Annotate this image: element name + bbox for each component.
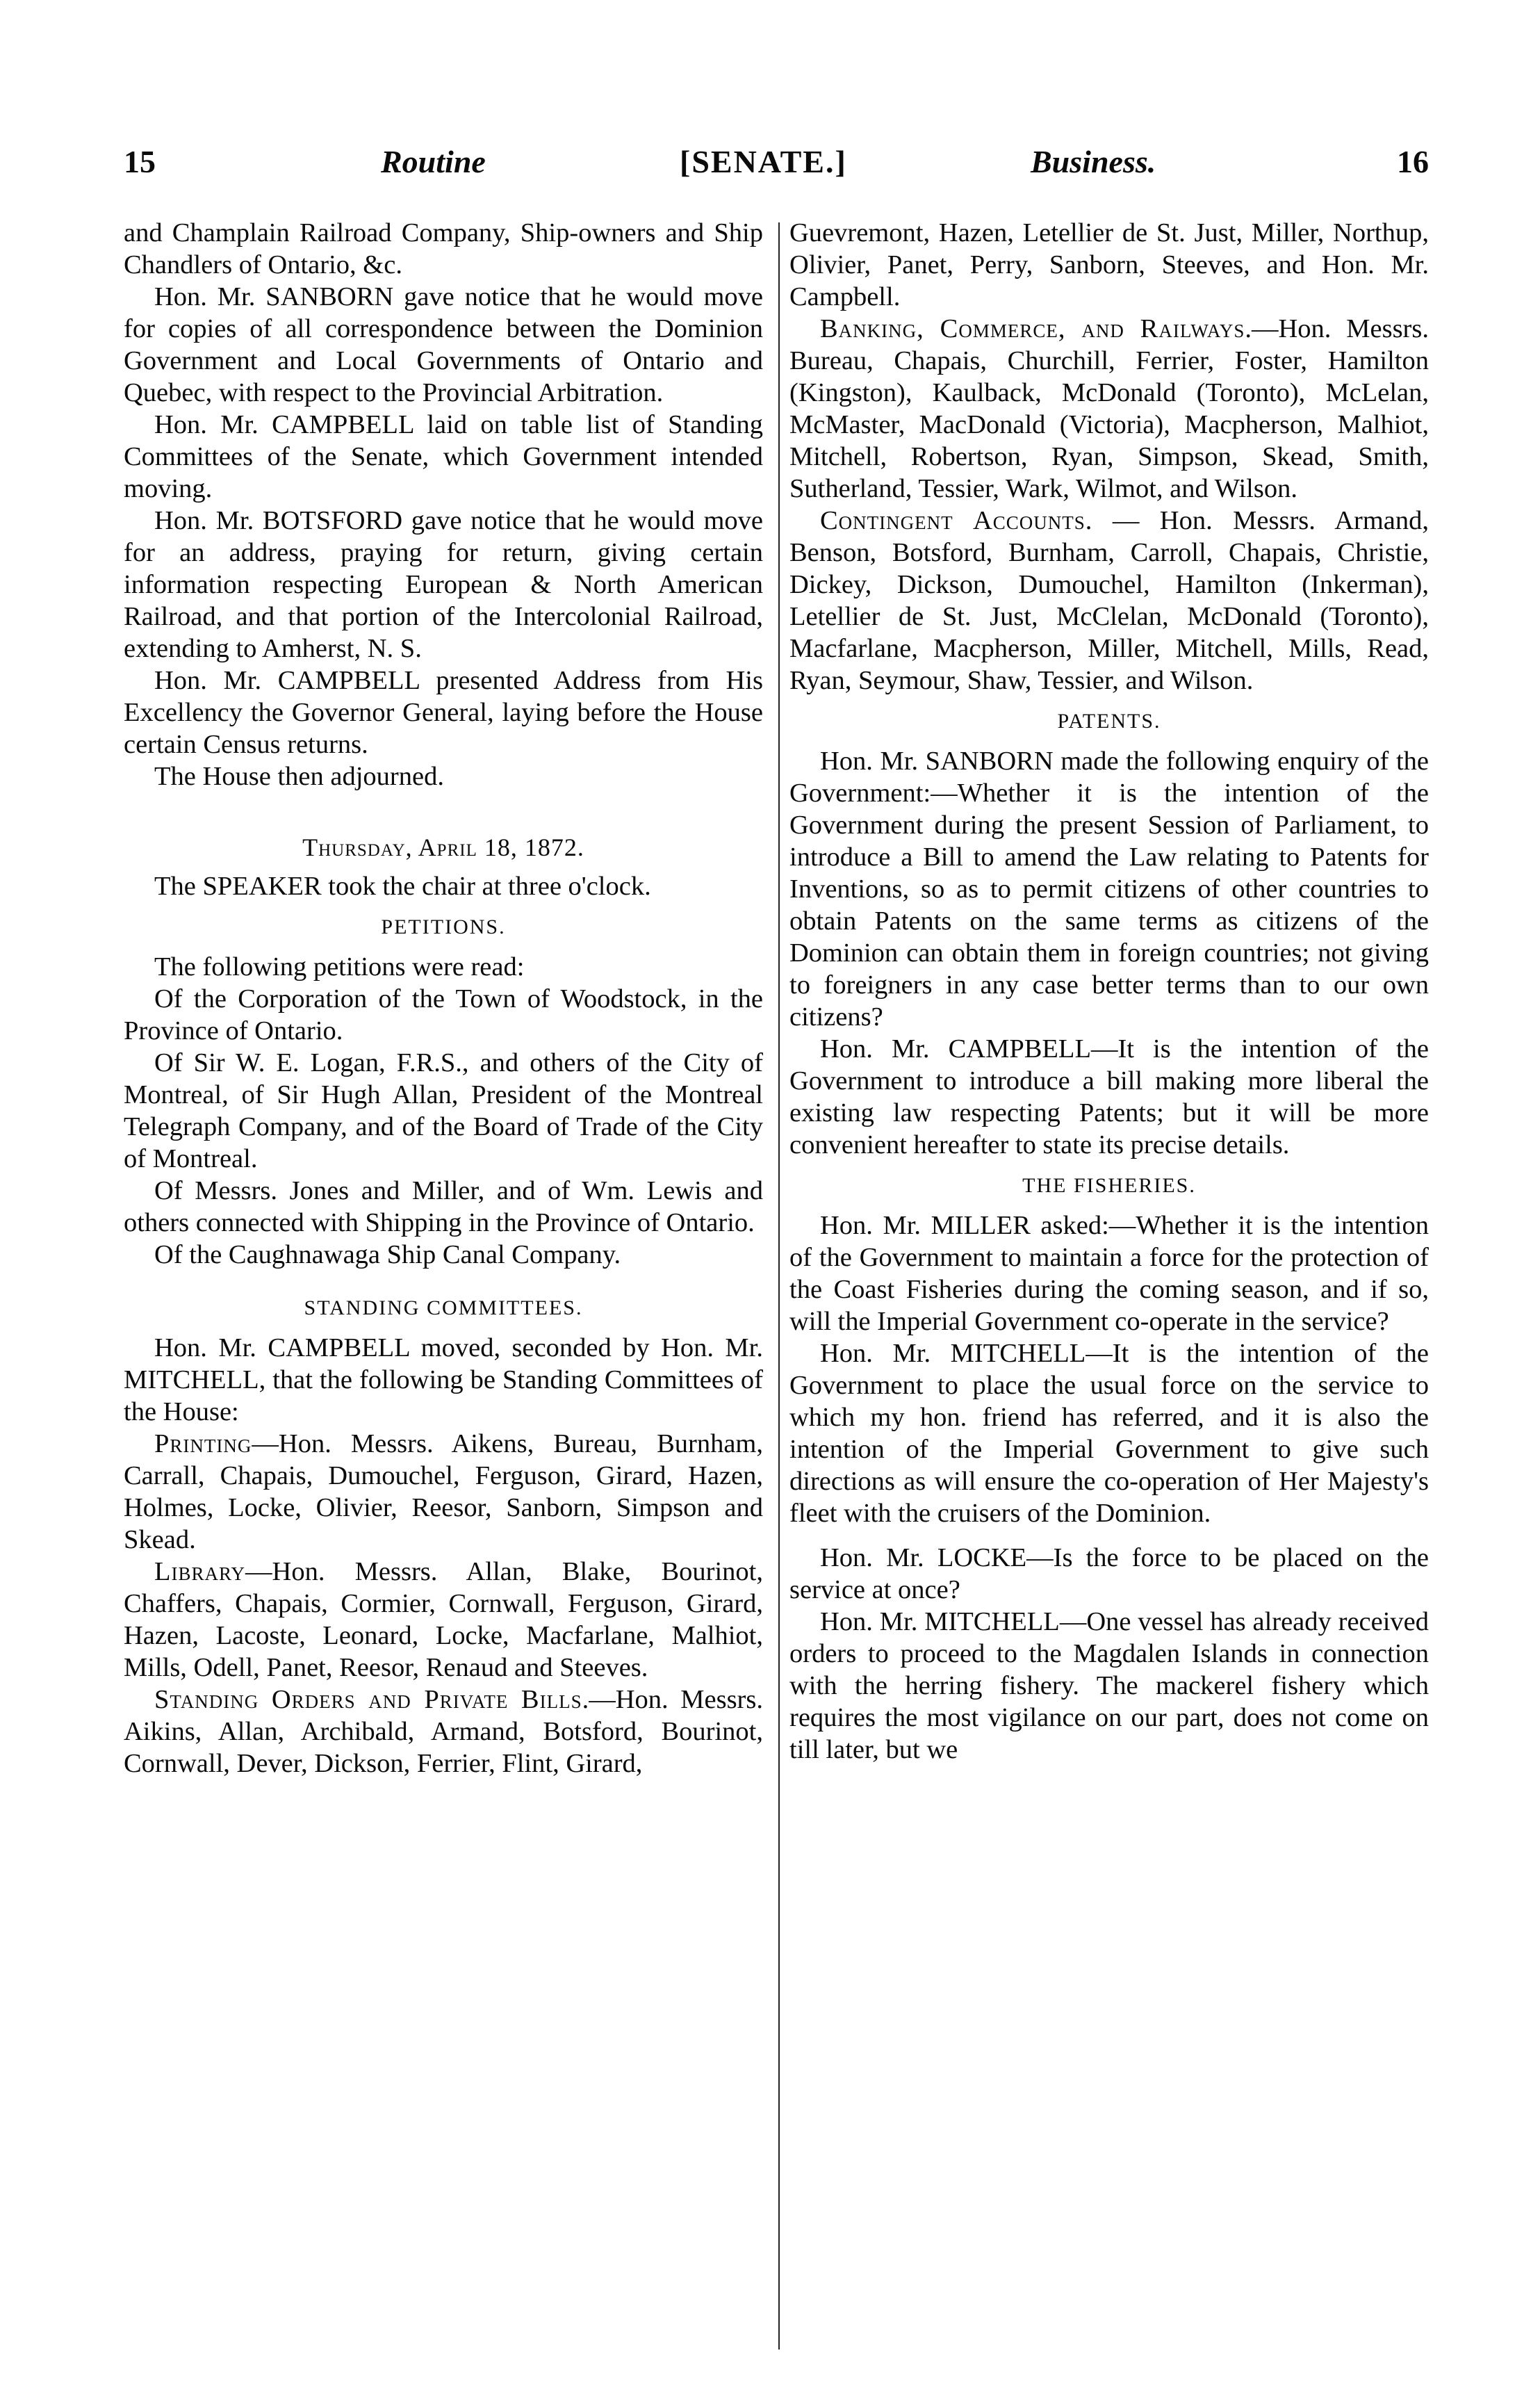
committee-label: Printing — [154, 1429, 252, 1458]
committee-members: .—Hon. Messrs. Aikins, Allan, Archibald, Armand, Botsford, Bourinot, Cornwall, Dever, Dickson, Ferrier, Flint, Girard, — [124, 1685, 763, 1778]
committee-entry — [789, 505, 1429, 697]
committee-label: Library — [154, 1557, 246, 1586]
section-heading: PATENTS. — [1057, 710, 1161, 733]
committee-members: . — Hon. Messrs. Armand, Benson, Botsford, Burnham, Carroll, Chapais, Christie, Dickey, Dickson, Dumouchel, Hamilton (Inkerman), Letellier de St. Just, McClelan, McDonald (Toronto), Macfarlane, Macpherson, Miller, Mitchell, Mills, Read, Ryan, Seymour, Shaw, Tessier, and Wilson. — [789, 506, 1429, 695]
left-column — [124, 217, 763, 1780]
column-divider — [778, 222, 780, 2350]
section-heading: PETITIONS. — [381, 915, 506, 938]
committee-members: —Hon. Messrs. Allan, Blake, Bourinot, Chaffers, Chapais, Cormier, Cornwall, Ferguson, Girard, Hazen, Lacoste, Leonard, Locke, Macfarlane, Malhiot, Mills, Odell, Panet, Reesor, Renaud and Steeves. — [124, 1557, 763, 1682]
page-number-left: 15 — [124, 144, 156, 179]
section-heading: THE FISHERIES. — [1022, 1174, 1196, 1197]
paragraph: Guevremont, Hazen, Letellier de St. Just, Miller, Northup, Olivier, Panet, Perry, Sanborn, Steeves, and Hon. Mr. Campbell. — [789, 218, 1429, 311]
house-title: [SENATE.] — [680, 144, 847, 179]
page-number-right: 16 — [1397, 144, 1429, 179]
committee-members: —Hon. Messrs. Aikens, Bureau, Burnham, Carrall, Chapais, Dumouchel, Ferguson, Girard, Hazen, Holmes, Locke, Olivier, Reesor, Sanborn, Simpson and Skead. — [124, 1429, 763, 1554]
paragraph: Hon. Mr. MILLER asked:—Whether it is the intention of the Government to maintain a force for the protection of the Coast Fisheries during the coming season, and if so, will the Imperial Government co-operate in the service? — [789, 1211, 1429, 1336]
paragraph: Of Sir W. E. Logan, F.R.S., and others of the City of Montreal, of Sir Hugh Allan, President of the Montreal Telegraph Company, and of the Board of Trade of the City of Montreal. — [124, 1048, 763, 1173]
paragraph: Hon. Mr. CAMPBELL laid on table list of Standing Committees of the Senate, which Government intended moving. — [124, 410, 763, 503]
committee-entry — [124, 1428, 763, 1556]
section-title: Routine — [381, 144, 486, 179]
paragraph: Hon. Mr. CAMPBELL—It is the intention of the Government to introduce a bill making more liberal the existing law respecting Patents; but it will be more convenient hereafter to state its precise details. — [789, 1034, 1429, 1159]
paragraph: Hon. Mr. BOTSFORD gave notice that he would move for an address, praying for return, giving certain information respecting European & North American Railroad, and that portion of the Intercolonial Railroad, extending to Amherst, N. S. — [124, 506, 763, 663]
paragraph: Hon. Mr. LOCKE—Is the force to be placed on the service at once? — [789, 1543, 1429, 1604]
committee-entry — [789, 313, 1429, 505]
paragraph: Hon. Mr. MITCHELL—It is the intention of the Government to place the usual force on the service to which my hon. friend has referred, and it is also the intention of the Imperial Government to give such directions as will ensure the co-operation of Her Majesty's fleet with the cruisers of the Dominion. — [789, 1339, 1429, 1528]
right-column — [789, 217, 1429, 1766]
paragraph: Hon. Mr. SANBORN made the following enquiry of the Government:—Whether it is the intention of the Government during the present Session of Parliament, to introduce a Bill to amend the Law relating to Patents for Inventions, so as to permit citizens of other countries to obtain Patents on the same terms as citizens of the Dominion can obtain them in foreign countries; not giving to foreigners in any case better terms than to our own citizens? — [789, 747, 1429, 1032]
paragraph: Of the Caughnawaga Ship Canal Company. — [154, 1240, 621, 1269]
paragraph: Of Messrs. Jones and Miller, and of Wm. Lewis and others connected with Shipping in the Province of Ontario. — [124, 1176, 763, 1237]
committee-members: .—Hon. Messrs. Bureau, Chapais, Churchill, Ferrier, Foster, Hamilton (Kingston), Kaulback, McDonald (Toronto), McLelan, McMaster, MacDonald (Victoria), Macpherson, Malhiot, Mitchell, Robertson, Ryan, Simpson, Skead, Smith, Sutherland, Tessier, Wark, Wilmot, and Wilson. — [789, 314, 1429, 503]
paragraph: The SPEAKER took the chair at three o'clock. — [154, 872, 651, 901]
running-head — [124, 143, 1429, 185]
section-title-right: Business. — [1031, 144, 1156, 179]
paragraph: Hon. Mr. CAMPBELL presented Address from His Excellency the Governor General, laying before the House certain Census returns. — [124, 666, 763, 759]
paragraph: The following petitions were read: — [154, 952, 525, 982]
committee-label: Banking, Commerce, and Railways — [820, 314, 1245, 343]
paragraph: Of the Corporation of the Town of Woodstock, in the Province of Ontario. — [124, 984, 763, 1045]
committee-entry — [124, 1556, 763, 1684]
section-heading: STANDING COMMITTEES. — [304, 1296, 583, 1319]
paragraph: and Champlain Railroad Company, Ship-owners and Ship Chandlers of Ontario, &c. — [124, 218, 763, 279]
paragraph: Hon. Mr. CAMPBELL moved, seconded by Hon. Mr. MITCHELL, that the following be Standing Committees of the House: — [124, 1333, 763, 1426]
paragraph: The House then adjourned. — [154, 762, 444, 791]
committee-label: Contingent Accounts — [820, 506, 1086, 535]
paragraph: Hon. Mr. MITCHELL—One vessel has already received orders to proceed to the Magdalen Islands in connection with the herring fishery. The mackerel fishery which requires the most vigilance on our part, does not come on till later, but we — [789, 1607, 1429, 1764]
paragraph: Hon. Mr. SANBORN gave notice that he would move for copies of all correspondence between the Dominion Government and Local Governments of Ontario and Quebec, with respect to the Provincial Arbitration. — [124, 282, 763, 407]
committee-entry — [124, 1684, 763, 1780]
date-heading: Thursday, April 18, 1872. — [302, 833, 584, 861]
committee-label: Standing Orders and Private Bills — [154, 1685, 582, 1714]
